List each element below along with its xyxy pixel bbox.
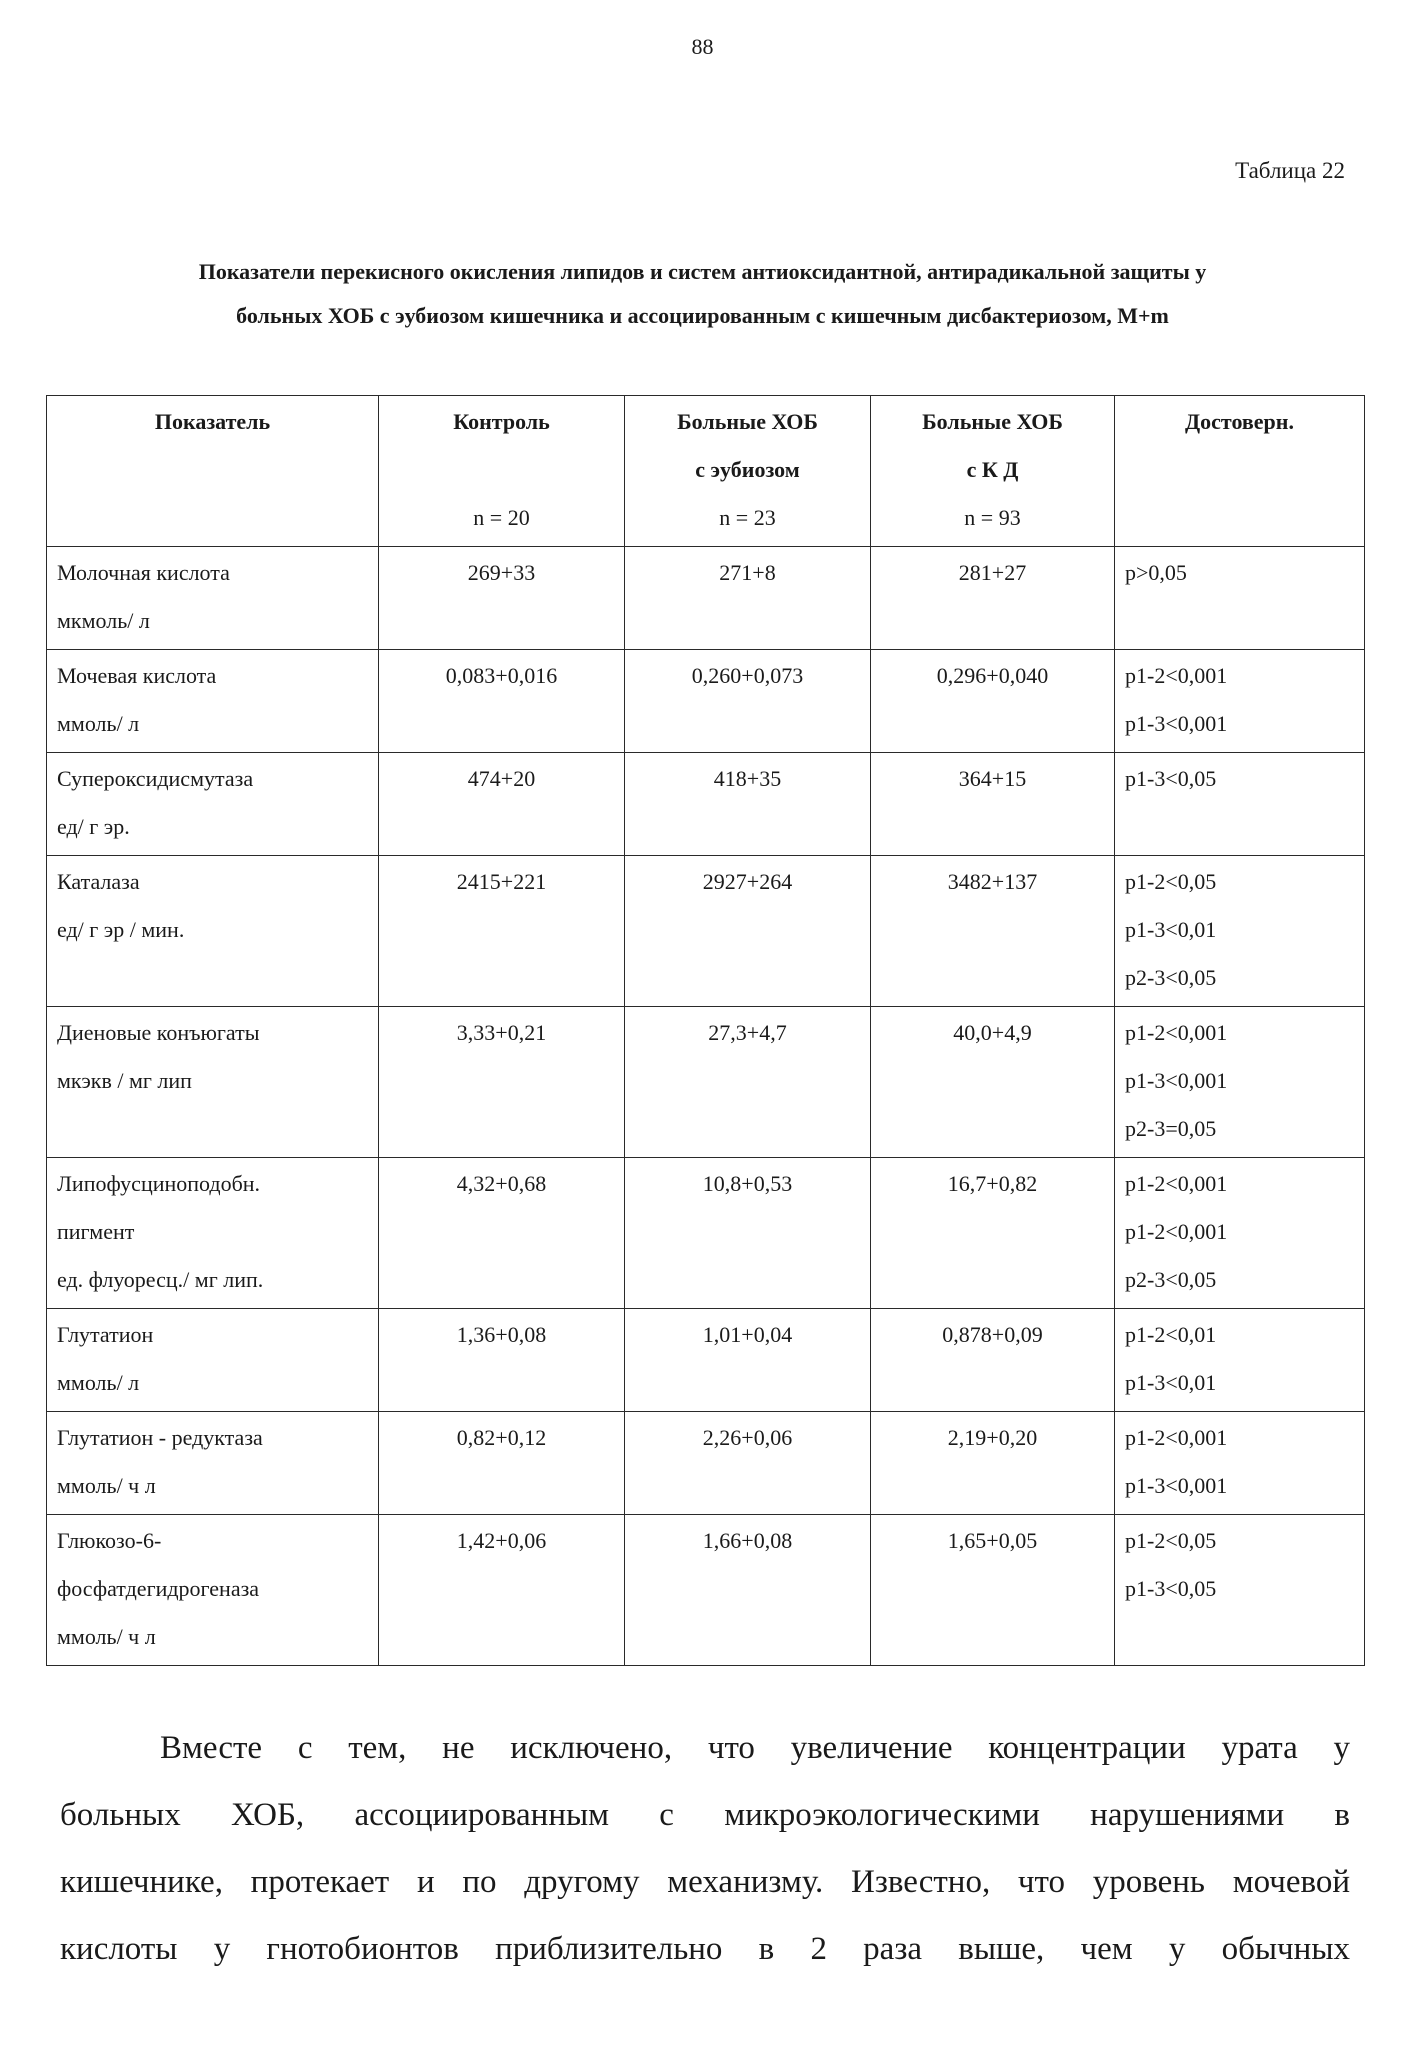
significance-cell: [1115, 1309, 1365, 1412]
significance-line: p1-2<0,001: [1125, 1219, 1228, 1244]
kd-value: 16,7+0,82: [871, 1158, 1115, 1309]
eubiosis-value: 1,01+0,04: [625, 1309, 871, 1412]
significance-line: p>0,05: [1125, 560, 1187, 585]
table-row: [47, 1412, 1365, 1515]
significance-line: p1-3<0,01: [1125, 1370, 1217, 1395]
header-line: Показатель: [154, 409, 271, 434]
kd-value: 2,19+0,20: [871, 1412, 1115, 1515]
indicator-line: мкэкв / мг лип: [57, 1068, 192, 1093]
eubiosis-value: 418+35: [625, 753, 871, 856]
header-line: Достоверн.: [1185, 409, 1294, 434]
eubiosis-value: 1,66+0,08: [625, 1515, 871, 1666]
eubiosis-value: 271+8: [625, 547, 871, 650]
header-indicator: [47, 396, 379, 547]
header-kd: [871, 396, 1115, 547]
table-title-line: Показатели перекисного окисления липидов и систем антиоксидантной, антирадикальной защиты у: [198, 259, 1207, 284]
header-n: n = 20: [473, 505, 530, 530]
header-eubiosis: [625, 396, 871, 547]
body-text-line: Вместе с тем, не исключено, что увеличение концентрации урата у: [160, 1730, 1350, 1766]
indicator-line: Молочная кислота: [57, 560, 230, 585]
significance-cell: [1115, 1007, 1365, 1158]
body-text-line: кишечнике, протекает и по другому механизму. Известно, что уровень мочевой: [60, 1864, 1350, 1900]
table-row: [47, 1515, 1365, 1666]
control-value: 3,33+0,21: [379, 1007, 625, 1158]
indicator-line: мкмоль/ л: [57, 608, 150, 633]
significance-line: p1-3<0,05: [1125, 766, 1217, 791]
significance-line: p1-3<0,001: [1125, 1068, 1228, 1093]
significance-line: p1-2<0,01: [1125, 1322, 1217, 1347]
table-row: [47, 547, 1365, 650]
header-significance: [1115, 396, 1365, 547]
indicator-line: Глутатион: [57, 1322, 154, 1347]
control-value: 269+33: [379, 547, 625, 650]
indicator-cell: [47, 856, 379, 1007]
significance-line: p1-2<0,001: [1125, 1425, 1228, 1450]
indicator-cell: [47, 1007, 379, 1158]
control-value: 2415+221: [379, 856, 625, 1007]
significance-line: p1-2<0,001: [1125, 1020, 1228, 1045]
significance-cell: [1115, 1158, 1365, 1309]
indicator-line: Каталаза: [57, 869, 140, 894]
table-row: [47, 1158, 1365, 1309]
indicator-line: пигмент: [57, 1219, 135, 1244]
significance-line: p1-3<0,01: [1125, 917, 1217, 942]
significance-line: p2-3<0,05: [1125, 1267, 1217, 1292]
significance-cell: [1115, 856, 1365, 1007]
significance-cell: [1115, 1412, 1365, 1515]
indicator-line: ммоль/ л: [57, 1370, 140, 1395]
kd-value: 0,296+0,040: [871, 650, 1115, 753]
significance-line: p2-3=0,05: [1125, 1116, 1217, 1141]
control-value: 1,42+0,06: [379, 1515, 625, 1666]
page-number: 88: [691, 34, 714, 59]
header-line: Больные ХОБ: [677, 409, 818, 434]
kd-value: 40,0+4,9: [871, 1007, 1115, 1158]
table-row: [47, 1309, 1365, 1412]
significance-line: p1-3<0,001: [1125, 711, 1228, 736]
indicator-line: фосфатдегидрогеназа: [57, 1576, 260, 1601]
significance-line: p1-2<0,001: [1125, 1171, 1228, 1196]
header-n: n = 93: [964, 505, 1021, 530]
eubiosis-value: 27,3+4,7: [625, 1007, 871, 1158]
indicator-line: Глутатион - редуктаза: [57, 1425, 263, 1450]
indicator-line: Глюкозо-6-: [57, 1528, 162, 1553]
body-text: [60, 1715, 1350, 1983]
header-line: [389, 446, 614, 494]
header-line: Контроль: [453, 409, 550, 434]
indicator-line: ед/ г эр.: [57, 814, 130, 839]
table-header-row: [47, 396, 1365, 547]
table-row: [47, 753, 1365, 856]
control-value: 474+20: [379, 753, 625, 856]
significance-line: p1-2<0,05: [1125, 1528, 1217, 1553]
eubiosis-value: 2,26+0,06: [625, 1412, 871, 1515]
indicator-line: Липофусциноподобн.: [57, 1171, 261, 1196]
table-row: [47, 1007, 1365, 1158]
eubiosis-value: 2927+264: [625, 856, 871, 1007]
significance-cell: [1115, 753, 1365, 856]
indicator-cell: [47, 547, 379, 650]
kd-value: 3482+137: [871, 856, 1115, 1007]
kd-value: 1,65+0,05: [871, 1515, 1115, 1666]
data-table: [46, 395, 1365, 1666]
table-row: [47, 650, 1365, 753]
control-value: 0,083+0,016: [379, 650, 625, 753]
table-row: [47, 856, 1365, 1007]
indicator-line: ед. флуоресц./ мг лип.: [57, 1267, 264, 1292]
control-value: 4,32+0,68: [379, 1158, 625, 1309]
header-line: Больные ХОБ: [922, 409, 1063, 434]
significance-line: p1-3<0,001: [1125, 1473, 1228, 1498]
kd-value: 281+27: [871, 547, 1115, 650]
header-line: с эубиозом: [695, 457, 800, 482]
indicator-line: Мочевая кислота: [57, 663, 217, 688]
indicator-cell: [47, 1309, 379, 1412]
indicator-line: ммоль/ ч л: [57, 1473, 156, 1498]
significance-cell: [1115, 650, 1365, 753]
significance-cell: [1115, 1515, 1365, 1666]
indicator-line: Диеновые конъюгаты: [57, 1020, 260, 1045]
indicator-cell: [47, 1412, 379, 1515]
indicator-line: ед/ г эр / мин.: [57, 917, 185, 942]
indicator-line: Супероксидисмутаза: [57, 766, 254, 791]
table-title-line: больных ХОБ с эубиозом кишечника и ассоциированным с кишечным дисбактериозом, M+m: [236, 303, 1169, 328]
significance-cell: [1115, 547, 1365, 650]
significance-line: p1-2<0,001: [1125, 663, 1228, 688]
indicator-line: ммоль/ л: [57, 711, 140, 736]
kd-value: 0,878+0,09: [871, 1309, 1115, 1412]
indicator-cell: [47, 1158, 379, 1309]
significance-line: p1-2<0,05: [1125, 869, 1217, 894]
control-value: 1,36+0,08: [379, 1309, 625, 1412]
eubiosis-value: 10,8+0,53: [625, 1158, 871, 1309]
table-label: Таблица 22: [1235, 158, 1345, 183]
indicator-line: ммоль/ ч л: [57, 1624, 156, 1649]
significance-line: p1-3<0,05: [1125, 1576, 1217, 1601]
table-title: [60, 250, 1345, 338]
body-text-line: кислоты у гнотобионтов приблизительно в 2 раза выше, чем у обычных: [60, 1931, 1350, 1967]
header-control: [379, 396, 625, 547]
eubiosis-value: 0,260+0,073: [625, 650, 871, 753]
header-n: n = 23: [719, 505, 776, 530]
control-value: 0,82+0,12: [379, 1412, 625, 1515]
indicator-cell: [47, 650, 379, 753]
indicator-cell: [47, 753, 379, 856]
header-line: с К Д: [966, 457, 1019, 482]
kd-value: 364+15: [871, 753, 1115, 856]
body-text-line: больных ХОБ, ассоциированным с микроэкологическими нарушениями в: [60, 1797, 1350, 1833]
significance-line: p2-3<0,05: [1125, 965, 1217, 990]
indicator-cell: [47, 1515, 379, 1666]
